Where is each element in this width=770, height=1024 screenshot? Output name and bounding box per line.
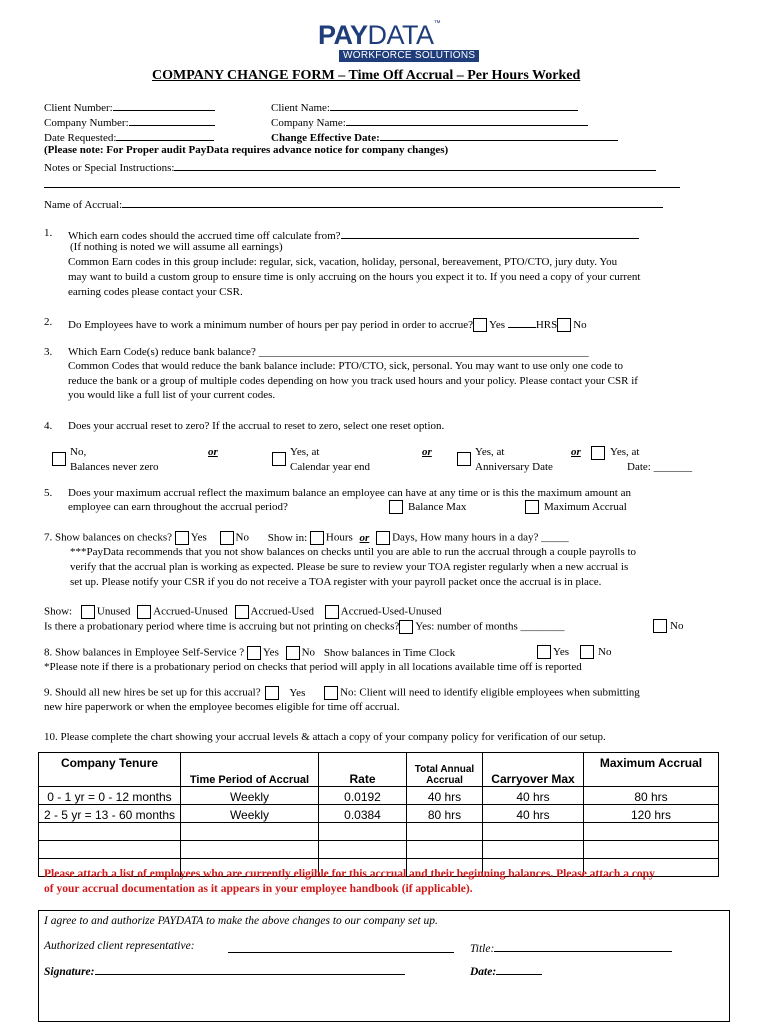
q7-hours-label: Hours bbox=[325, 531, 353, 544]
client-number-label: Client Number: bbox=[44, 102, 113, 114]
q9-text: 9. Should all new hires be set up for this accrual? bbox=[44, 686, 261, 699]
cell-rate[interactable]: 0.0192 bbox=[319, 787, 407, 805]
date-requested-row bbox=[44, 129, 214, 144]
q3-line3: reduce the bank or a group of multiple codes depending on how you track used hours and your policy. Please contact your CSR if bbox=[68, 375, 638, 387]
q4-opt4-checkbox[interactable] bbox=[591, 446, 605, 460]
q8-timeclock-yes-label: Yes bbox=[553, 646, 570, 658]
q4-opt3-a: Yes, at bbox=[475, 446, 505, 458]
cell-total[interactable] bbox=[407, 841, 483, 859]
cell-total[interactable]: 40 hrs bbox=[407, 787, 483, 805]
logo-tagline: WORKFORCE SOLUTIONS bbox=[339, 50, 479, 62]
logo-pay: PAY bbox=[318, 20, 368, 50]
table-row bbox=[39, 841, 719, 859]
q4-number: 4. bbox=[44, 420, 53, 432]
q7-hours-checkbox[interactable] bbox=[310, 531, 324, 545]
q8-text: 8. Show balances in Employee Self-Service ? bbox=[44, 646, 245, 659]
q4-opt2-a: Yes, at bbox=[290, 446, 320, 458]
cell-carryover[interactable] bbox=[483, 823, 584, 841]
cell-period[interactable]: Weekly bbox=[181, 787, 319, 805]
date-row bbox=[470, 963, 542, 978]
q7-days-label: Days, How many hours in a day? _____ bbox=[392, 531, 569, 544]
header-rate: Rate bbox=[319, 753, 407, 787]
date-requested-field[interactable] bbox=[116, 129, 214, 141]
signature-label: Signature: bbox=[44, 966, 95, 978]
show-accrued-used-unused-label: Accrued-Used-Unused bbox=[340, 605, 442, 618]
q4-opt4-b: Date: _______ bbox=[627, 461, 693, 473]
q3-text: Which Earn Code(s) reduce bank balance? ____________________________________________________________ bbox=[68, 346, 589, 358]
q5-line2: employee can earn throughout the accrual period? bbox=[68, 501, 288, 513]
accrual-name-row bbox=[44, 196, 663, 211]
title-field[interactable] bbox=[494, 940, 672, 952]
q7-row bbox=[44, 531, 569, 545]
attach-note-2: of your accrual documentation as it appears in your employee handbook (if applicable). bbox=[44, 883, 473, 895]
q3-line2: Common Codes that would reduce the bank balance include: PTO/CTO, sick, personal. You may want to use only one code to bbox=[68, 360, 624, 372]
agree-text: I agree to and authorize PAYDATA to make the above changes to our company set up. bbox=[44, 915, 438, 927]
probation-row bbox=[44, 620, 564, 634]
q4-text: Does your accrual reset to zero? If the accrual to reset to zero, select one reset option. bbox=[68, 420, 445, 432]
q5-balance-max-checkbox[interactable] bbox=[389, 500, 403, 514]
accrual-name-label: Name of Accrual: bbox=[44, 199, 123, 211]
q1-number: 1. bbox=[44, 227, 53, 239]
page-title: COMPANY CHANGE FORM – Time Off Accrual – Per Hours Worked bbox=[152, 68, 581, 83]
q7-or: or bbox=[359, 531, 370, 544]
show-accrued-used-checkbox[interactable] bbox=[235, 605, 249, 619]
client-number-field[interactable] bbox=[113, 99, 215, 111]
rep-label: Authorized client representative: bbox=[44, 940, 195, 952]
q4-opt2-b: Calendar year end bbox=[290, 461, 371, 473]
cell-period[interactable]: Weekly bbox=[181, 805, 319, 823]
cell-rate[interactable] bbox=[319, 841, 407, 859]
change-effective-row bbox=[271, 129, 618, 144]
q2-no-checkbox[interactable] bbox=[557, 318, 571, 332]
rep-field[interactable] bbox=[228, 952, 454, 953]
q9-yes-label: Yes bbox=[289, 686, 306, 699]
q8-no-checkbox[interactable] bbox=[286, 646, 300, 660]
signature-field[interactable] bbox=[95, 963, 405, 975]
q8-row bbox=[44, 646, 455, 660]
show-unused-checkbox[interactable] bbox=[81, 605, 95, 619]
q8-yes-checkbox[interactable] bbox=[247, 646, 261, 660]
probation-yes-label: Yes: number of months ________ bbox=[415, 620, 565, 633]
q1-text: Which earn codes should the accrued time off calculate from? bbox=[68, 230, 341, 242]
change-effective-label: Change Effective Date: bbox=[271, 132, 380, 144]
q8-time-clock-label: Show balances in Time Clock bbox=[323, 646, 456, 659]
q4-or-3: or bbox=[571, 446, 581, 458]
cell-max[interactable]: 80 hrs bbox=[584, 787, 719, 805]
client-name-label: Client Name: bbox=[271, 102, 330, 114]
q7-yes-checkbox[interactable] bbox=[175, 531, 189, 545]
q7-no-label: No bbox=[235, 531, 249, 544]
q4-opt3-checkbox[interactable] bbox=[457, 452, 471, 466]
q8-yes-label: Yes bbox=[262, 646, 279, 659]
show-accrued-unused-checkbox[interactable] bbox=[137, 605, 151, 619]
cell-rate[interactable] bbox=[319, 823, 407, 841]
q3-number: 3. bbox=[44, 346, 53, 358]
header-company-tenure: Company Tenure bbox=[39, 753, 181, 787]
q1-line4: may want to build a custom group to ensure time is only accruing on the hours you expect it to. If you need a copy of your current bbox=[68, 271, 641, 283]
client-name-field[interactable] bbox=[330, 99, 578, 111]
cell-tenure[interactable]: 0 - 1 yr = 0 - 12 months bbox=[39, 787, 181, 805]
notes-label: Notes or Special Instructions: bbox=[44, 162, 175, 174]
show-accrued-unused-label: Accrued-Unused bbox=[153, 605, 228, 618]
cell-tenure[interactable]: 2 - 5 yr = 13 - 60 months bbox=[39, 805, 181, 823]
q2-hrs-label: HRS bbox=[535, 319, 558, 331]
q7-yes-label: Yes bbox=[190, 531, 207, 544]
q2-row bbox=[68, 316, 587, 332]
show-label: Show: bbox=[44, 605, 73, 618]
table-row bbox=[39, 787, 719, 805]
q4-or-2: or bbox=[422, 446, 432, 458]
cell-tenure[interactable] bbox=[39, 823, 181, 841]
company-name-label: Company Name: bbox=[271, 117, 346, 129]
table-row bbox=[39, 823, 719, 841]
q7-line3: verify that the accrual plan is working as expected. Please be sure to review your TOA register regularly when a new accrual is bbox=[70, 561, 629, 573]
cell-period[interactable] bbox=[181, 841, 319, 859]
show-accrued-used-label: Accrued-Used bbox=[250, 605, 315, 618]
cell-rate[interactable]: 0.0384 bbox=[319, 805, 407, 823]
q5-text: Does your maximum accrual reflect the maximum balance an employee can have at any time or is this the maximum amount an bbox=[68, 487, 631, 499]
company-name-row bbox=[271, 114, 588, 129]
date-requested-label: Date Requested: bbox=[44, 132, 117, 144]
cell-total[interactable] bbox=[407, 823, 483, 841]
q1-row bbox=[68, 227, 639, 242]
q4-opt3-b: Anniversary Date bbox=[475, 461, 553, 473]
q4-opt1-checkbox[interactable] bbox=[52, 452, 66, 466]
q9-row bbox=[44, 686, 640, 700]
cell-tenure[interactable] bbox=[39, 841, 181, 859]
q7-line2: ***PayData recommends that you not show balances on checks until you are able to run the accrual through a couple payrolls to bbox=[70, 546, 637, 558]
logo bbox=[318, 20, 441, 51]
q1-line2: (If nothing is noted we will assume all earnings) bbox=[70, 241, 283, 253]
accrual-name-field[interactable] bbox=[122, 196, 663, 208]
q4-opt2-checkbox[interactable] bbox=[272, 452, 286, 466]
q4-opt4-a: Yes, at bbox=[610, 446, 640, 458]
q4-opt1-b: Balances never zero bbox=[70, 461, 159, 473]
attach-note-1: Please attach a list of employees who are currently eligible for this accrual and their beginning balances. Please attach a copy bbox=[44, 868, 655, 880]
cell-carryover[interactable]: 40 hrs bbox=[483, 805, 584, 823]
cell-max[interactable] bbox=[584, 841, 719, 859]
q5-number: 5. bbox=[44, 487, 53, 499]
company-number-label: Company Number: bbox=[44, 117, 129, 129]
show-unused-label: Unused bbox=[96, 605, 131, 618]
q8-timeclock-no-label: No bbox=[598, 646, 612, 658]
cell-period[interactable] bbox=[181, 823, 319, 841]
client-name-row bbox=[271, 99, 578, 114]
q8-timeclock-yes-checkbox[interactable] bbox=[537, 645, 551, 659]
company-name-field[interactable] bbox=[346, 114, 588, 126]
header-total-annual: Total Annual Accrual bbox=[407, 753, 483, 787]
q2-text: Do Employees have to work a minimum number of hours per pay period in order to accrue? bbox=[68, 319, 474, 331]
q5-balance-max-label: Balance Max bbox=[408, 501, 467, 513]
q2-yes-label: Yes bbox=[489, 319, 506, 331]
audit-note: (Please note: For Proper audit PayData requires advance notice for company changes) bbox=[44, 144, 449, 156]
q2-no-label: No bbox=[573, 319, 587, 331]
notes-field[interactable] bbox=[174, 159, 656, 171]
q7-line4: set up. Please notify your CSR if you do not receive a TOA register with your payroll packet once the accrual is in place. bbox=[70, 576, 602, 588]
logo-data: DATA bbox=[367, 20, 434, 50]
q4-opt1-a: No, bbox=[70, 446, 87, 458]
probation-no-checkbox[interactable] bbox=[653, 619, 667, 633]
cell-max[interactable] bbox=[584, 823, 719, 841]
q5-max-accrual-label: Maximum Accrual bbox=[544, 501, 627, 513]
change-effective-field[interactable] bbox=[380, 129, 618, 141]
title-label: Title: bbox=[470, 943, 495, 955]
table-row bbox=[39, 805, 719, 823]
notes-row bbox=[44, 159, 656, 174]
accrual-table bbox=[38, 752, 719, 877]
cell-carryover[interactable] bbox=[483, 841, 584, 859]
q9-line2: new hire paperwork or when the employee becomes eligible for time off accrual. bbox=[44, 701, 400, 713]
q10-text: 10. Please complete the chart showing your accrual levels & attach a copy of your company policy for verification of our setup. bbox=[44, 731, 606, 743]
q2-number: 2. bbox=[44, 316, 53, 328]
q7-text: 7. Show balances on checks? bbox=[44, 531, 172, 544]
cell-carryover[interactable]: 40 hrs bbox=[483, 787, 584, 805]
company-number-field[interactable] bbox=[129, 114, 215, 126]
company-number-row bbox=[44, 114, 215, 129]
q2-hours-field[interactable] bbox=[508, 316, 536, 328]
cell-max[interactable]: 120 hrs bbox=[584, 805, 719, 823]
q3-line4: you would like a full list of your current codes. bbox=[68, 389, 276, 401]
q9-no-checkbox[interactable] bbox=[324, 686, 338, 700]
probation-no-label: No bbox=[670, 620, 684, 632]
probation-yes-checkbox[interactable] bbox=[399, 620, 413, 634]
client-number-row bbox=[44, 99, 215, 114]
probation-text: Is there a probationary period where time is accruing but not printing on checks? bbox=[44, 620, 400, 633]
q8-timeclock-no-checkbox[interactable] bbox=[580, 645, 594, 659]
q2-yes-checkbox[interactable] bbox=[473, 318, 487, 332]
signature-row bbox=[44, 963, 405, 978]
show-row bbox=[44, 605, 442, 619]
q1-line3: Common Earn codes in this group include: regular, sick, vacation, holiday, personal, bereavement, PTO/CTO, jury duty. You bbox=[68, 256, 618, 268]
show-accrued-used-unused-checkbox[interactable] bbox=[325, 605, 339, 619]
q7-days-checkbox[interactable] bbox=[376, 531, 390, 545]
cell-total[interactable]: 80 hrs bbox=[407, 805, 483, 823]
header-carryover-max: Carryover Max bbox=[483, 753, 584, 787]
q7-show-in-label: Show in: bbox=[267, 531, 308, 544]
header-max-accrual: Maximum Accrual bbox=[584, 753, 719, 787]
q8-no-label: No bbox=[301, 646, 316, 659]
q1-field[interactable] bbox=[341, 227, 639, 239]
q9-no-label: No: Client will need to identify eligible employees when submitting bbox=[340, 686, 640, 699]
logo-tm: ™ bbox=[433, 20, 441, 27]
date-label: Date: bbox=[470, 966, 497, 978]
q4-or-1: or bbox=[208, 446, 218, 458]
notes-line-2[interactable] bbox=[44, 187, 680, 188]
header-time-period: Time Period of Accrual bbox=[181, 753, 319, 787]
date-field[interactable] bbox=[496, 963, 542, 975]
q8-note: *Please note if there is a probationary period on checks that period will apply in all locations available time off is reported bbox=[44, 661, 582, 673]
q1-line5: earning codes please contact your CSR. bbox=[68, 286, 243, 298]
q7-no-checkbox[interactable] bbox=[220, 531, 234, 545]
q9-yes-checkbox[interactable] bbox=[265, 686, 279, 700]
q5-max-accrual-checkbox[interactable] bbox=[525, 500, 539, 514]
title-row bbox=[470, 940, 672, 955]
table-header-row bbox=[39, 753, 719, 787]
